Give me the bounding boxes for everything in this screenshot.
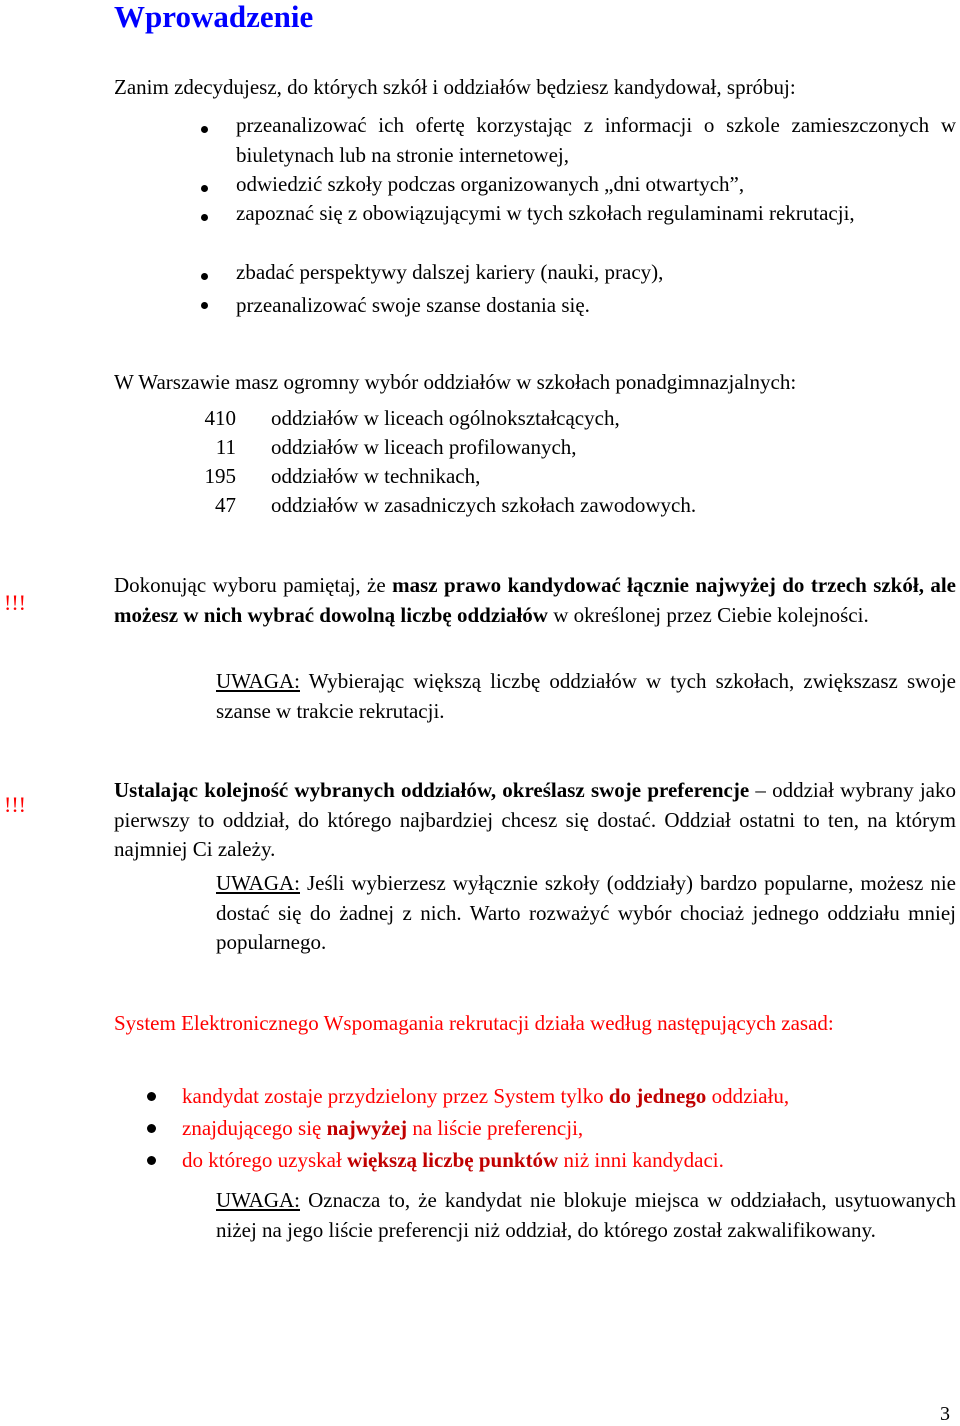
stat-label: oddziałów w liceach profilowanych, (271, 435, 577, 459)
list-item: odwiedzić szkoły podczas organizowanych „dni otwartych”, (236, 172, 745, 196)
rule-text: niż inni kandydaci. (558, 1148, 724, 1172)
stat-label: oddziałów w liceach ogólnokształcących, (271, 406, 620, 430)
uwaga-label: UWAGA: (216, 871, 300, 895)
rule-text: kandydat zostaje przydzielony przez System tylko (182, 1084, 609, 1108)
system-intro: System Elektronicznego Wspomagania rekrutacji działa według następujących zasad: (114, 1011, 834, 1035)
rule-bold-text: najwyżej (326, 1116, 408, 1140)
intro-text: Zanim zdecydujesz, do których szkół i oddziałów będziesz kandydował, spróbuj: (114, 75, 796, 99)
uwaga-paragraph (216, 1186, 956, 1245)
bullet-icon (201, 214, 208, 221)
bullet-icon (201, 185, 208, 192)
stat-count: 195 (204, 464, 236, 488)
list-item: zbadać perspektywy dalszej kariery (nauki, pracy), (236, 260, 664, 284)
list-item: zapoznać się z obowiązującymi w tych szkołach regulaminami rekrutacji, (236, 201, 855, 225)
bullet-icon (201, 126, 208, 133)
rule-bold-text: większą liczbę punktów (347, 1148, 559, 1172)
rule-text: na liście preferencji, (407, 1116, 584, 1140)
rule-bold-text: do jednego (608, 1084, 707, 1108)
page-title: Wprowadzenie (114, 0, 314, 34)
uwaga-label: UWAGA: (216, 1188, 300, 1212)
page-number: 3 (940, 1403, 950, 1425)
stat-count: 11 (215, 435, 236, 459)
stat-count: 410 (204, 406, 236, 430)
bullet-icon (147, 1124, 156, 1133)
uwaga-text: Oznacza to, że kandydat nie blokuje miejsca w oddziałach, usytuowanych niżej na jego liście preferencji niż oddział, do którego został zakwalifikowany. (216, 1188, 956, 1242)
list-item (182, 1082, 789, 1111)
uwaga-paragraph (216, 667, 956, 726)
list-item: przeanalizować ich ofertę korzystając z informacji o szkole zamieszczonych w biuletynach lub na stronie internetowej, (236, 113, 956, 167)
stat-count: 47 (215, 493, 236, 517)
notice-marker: !!! (4, 590, 26, 615)
uwaga-label: UWAGA: (216, 669, 300, 693)
list-item (182, 1146, 724, 1175)
notice-bold-text: Ustalając kolejność wybranych oddziałów, określasz swoje preferencje (114, 778, 750, 802)
uwaga-text: Jeśli wybierzesz wyłącznie szkoły (oddziały) bardzo popularne, możesz nie dostać się do żadnej z nich. Warto rozważyć wybór chociaż jednego oddziału mniej popularnego. (216, 871, 956, 954)
uwaga-paragraph (216, 869, 956, 958)
stat-label: oddziałów w technikach, (271, 464, 481, 488)
notice-bold-text: masz prawo kandydować łącznie najwyżej do trzech szkół, ale możesz w nich wybrać dowolną liczbę oddziałów (114, 573, 957, 627)
rule-text: znajdującego się (182, 1116, 327, 1140)
bullet-icon (147, 1092, 156, 1101)
rule-text: oddziału, (706, 1084, 790, 1108)
notice-paragraph (114, 776, 956, 865)
rule-text: do którego uzyskał (182, 1148, 348, 1172)
warsaw-intro: W Warszawie masz ogromny wybór oddziałów w szkołach ponadgimnazjalnych: (114, 370, 797, 394)
bullet-icon (201, 273, 208, 280)
notice-text: – oddział wybrany jako pierwszy to oddział, do którego najbardziej chcesz się dostać. Oddział ostatni to ten, na którym najmniej Ci zależy. (114, 778, 956, 861)
bullet-icon (201, 302, 208, 309)
notice-marker: !!! (4, 792, 26, 817)
uwaga-text: Wybierając większą liczbę oddziałów w tych szkołach, zwiększasz swoje szanse w trakcie rekrutacji. (216, 669, 956, 723)
list-item (182, 1114, 583, 1143)
bullet-icon (147, 1156, 156, 1165)
stat-label: oddziałów w zasadniczych szkołach zawodowych. (271, 493, 697, 517)
list-item: przeanalizować swoje szanse dostania się. (236, 293, 590, 317)
notice-text: Dokonując wyboru pamiętaj, że (114, 573, 393, 597)
notice-paragraph (114, 571, 956, 630)
notice-text: w określonej przez Ciebie kolejności. (547, 602, 869, 627)
